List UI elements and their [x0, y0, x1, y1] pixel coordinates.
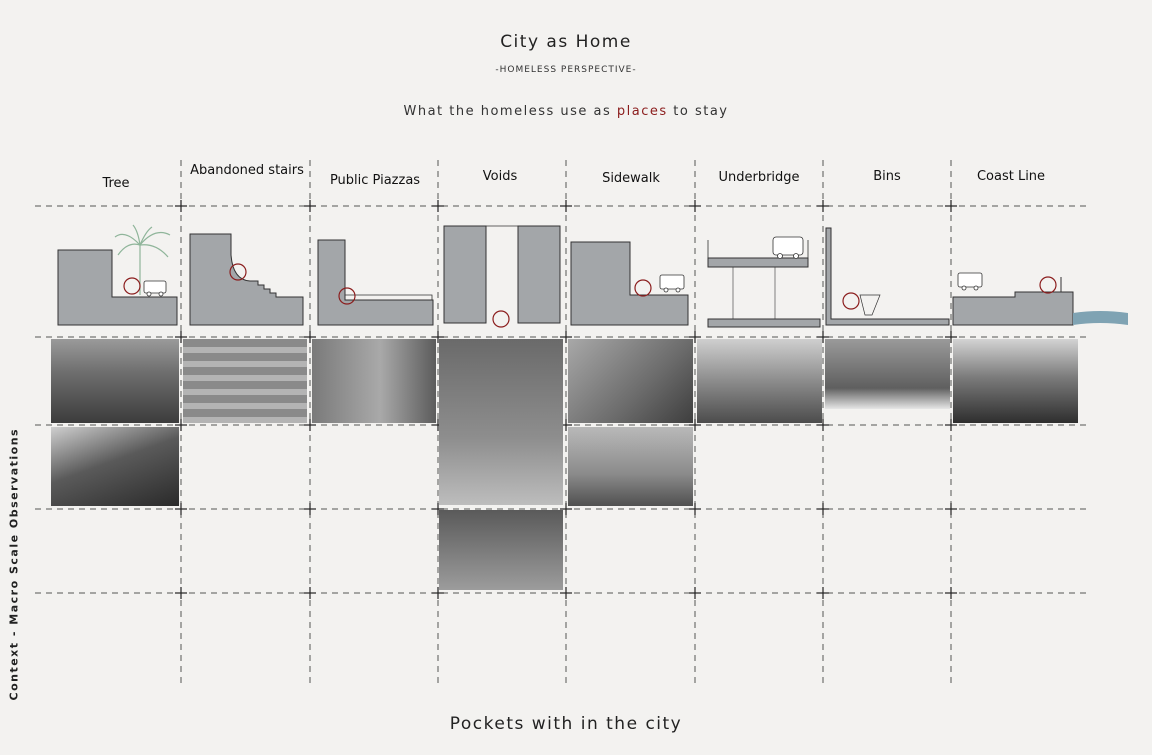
water-icon	[1073, 311, 1128, 325]
photo-bins	[825, 339, 950, 409]
side-label: Context - Macro Scale Observations	[7, 427, 21, 701]
car-icon	[773, 237, 803, 259]
photo-tree-2	[51, 427, 179, 506]
section-sidewalk	[571, 242, 688, 325]
photo-voids-2	[439, 510, 563, 590]
photo-coast-line	[953, 339, 1078, 423]
column-header-sidewalk: Sidewalk	[602, 171, 660, 186]
photo-sidewalk-2	[568, 427, 693, 506]
section-coast-line	[953, 273, 1128, 325]
section-tree	[58, 225, 177, 325]
section-abandoned-stairs	[190, 234, 303, 325]
section-bins	[826, 228, 949, 325]
page-title: City as Home	[500, 32, 632, 52]
car-icon	[660, 275, 684, 292]
photo-abandoned-stairs	[183, 339, 307, 423]
question-highlight: places	[616, 104, 668, 119]
column-header-underbridge: Underbridge	[718, 170, 800, 185]
column-header-coast-line: Coast Line	[976, 169, 1046, 184]
car-icon	[144, 281, 166, 296]
footer-caption: Pockets with in the city	[449, 714, 683, 734]
question-text	[0, 104, 1132, 119]
photo-underbridge	[697, 339, 822, 423]
section-drawings	[0, 215, 1152, 335]
section-underbridge	[708, 237, 820, 327]
column-header-voids: Voids	[482, 169, 518, 184]
car-icon	[958, 273, 982, 290]
photo-sidewalk-1	[568, 339, 693, 423]
highlight-circle	[1040, 277, 1056, 293]
column-header-abandoned-stairs: Abandoned stairs	[190, 163, 304, 178]
column-header-tree: Tree	[102, 176, 130, 191]
section-voids	[444, 226, 560, 327]
photo-voids-1	[439, 339, 563, 505]
highlight-circle	[124, 278, 140, 294]
question-text-before: What the homeless use as	[403, 104, 617, 119]
highlight-circle	[843, 293, 859, 309]
column-header-bins: Bins	[873, 169, 901, 184]
highlight-circle	[493, 311, 509, 327]
question-text-after: to stay	[667, 104, 729, 119]
photo-tree-1	[51, 339, 179, 423]
highlight-circle	[635, 280, 651, 296]
photo-public-piazzas	[312, 339, 436, 423]
page-subtitle: -HOMELESS PERSPECTIVE-	[495, 65, 637, 75]
section-public-piazzas	[318, 240, 433, 325]
column-header-public-piazzas: Public Piazzas	[329, 173, 421, 188]
